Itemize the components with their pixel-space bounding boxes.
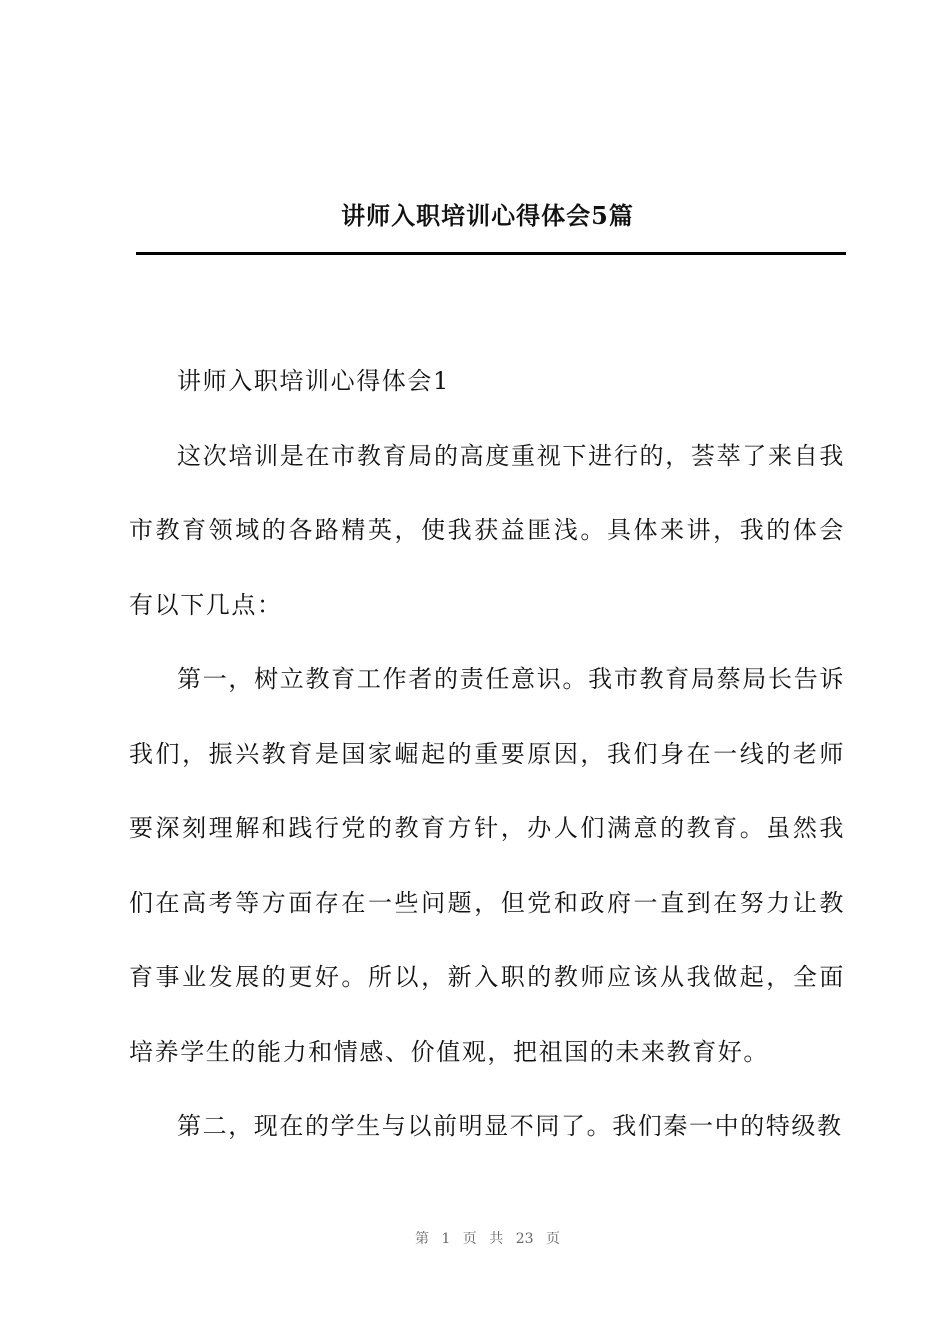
document-body [129, 344, 845, 1164]
section-heading: 讲师入职培训心得体会1 [177, 367, 450, 395]
document-title: 讲师入职培训心得体会5篇 [341, 201, 634, 230]
paragraph: 这次培训是在市教育局的高度重视下进行的，荟萃了来自我市教育领域的各路精英，使我获益匪浅。具体来讲，我的体会有以下几点： [129, 441, 845, 619]
paragraph: 第二，现在的学生与以前明显不同了。我们秦一中的特级教 [177, 1112, 843, 1140]
page-footer: 第 1 页 共 23 页 [415, 1231, 560, 1247]
title-divider [136, 252, 846, 255]
paragraph: 第一，树立教育工作者的责任意识。我市教育局蔡局长告诉我们，振兴教育是国家崛起的重要原因，我们身在一线的老师要深刻理解和践行党的教育方针，办人们满意的教育。虽然我们在高考等方面存在一些问题，但党和政府一直到在努力让教育事业发展的更好。所以，新入职的教师应该从我做起，全面培养学生的能力和情感、价值观，把祖国的未来教育好。 [129, 665, 845, 1066]
